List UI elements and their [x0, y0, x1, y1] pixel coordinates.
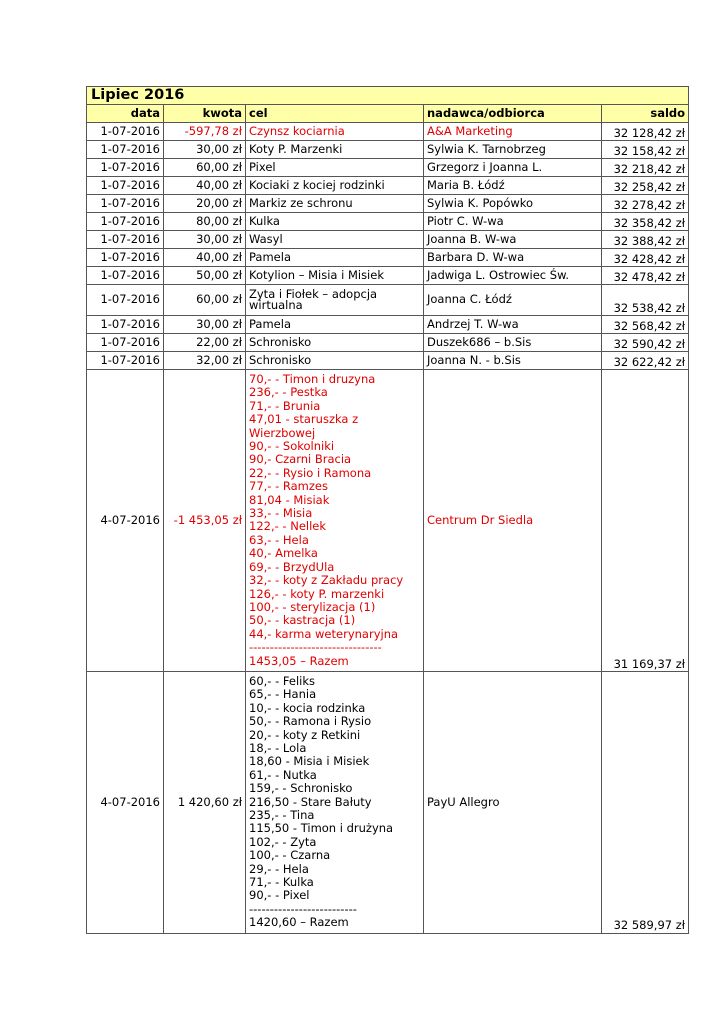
table-row — [87, 285, 689, 316]
header-cel: cel — [246, 105, 424, 123]
breakdown-line: 50,- - kastracja (1) — [249, 613, 356, 628]
table-title: Lipiec 2016 — [87, 87, 689, 105]
breakdown-line: 81,04 - Misiak — [249, 492, 330, 507]
row-amount: -1 453,05 zł — [164, 370, 246, 672]
row-amount: -597,78 zł — [164, 123, 246, 141]
breakdown-line: 18,- - Lola — [249, 740, 307, 755]
row-balance: 32 358,42 zł — [602, 213, 689, 231]
breakdown-line: 126,- - koty P. marzenki — [249, 586, 385, 601]
table-row — [87, 352, 689, 370]
row-party: Barbara D. W-wa — [424, 249, 602, 267]
row-purpose: Czynsz kociarnia — [246, 123, 424, 141]
row-purpose: Kotylion – Misia i Misiek — [246, 267, 424, 285]
row-date: 1-07-2016 — [87, 159, 164, 177]
breakdown-line: 115,50 - Timon i drużyna — [249, 821, 394, 836]
breakdown-line: 33,- - Misia — [249, 506, 313, 521]
breakdown-line: 100,- - sterylizacja (1) — [249, 599, 376, 614]
row-purpose-breakdown — [246, 671, 424, 933]
breakdown-line: -------------------------------- — [249, 640, 382, 655]
row-balance: 32 622,42 zł — [602, 352, 689, 370]
row-party: Piotr C. W-wa — [424, 213, 602, 231]
row-amount: 20,00 zł — [164, 195, 246, 213]
breakdown-line: 159,- - Schronisko — [249, 781, 353, 796]
row-purpose: Koty P. Marzenki — [246, 141, 424, 159]
row-balance: 31 169,37 zł — [602, 370, 689, 672]
row-amount: 30,00 zł — [164, 316, 246, 334]
row-party: Andrzej T. W-wa — [424, 316, 602, 334]
row-amount: 50,00 zł — [164, 267, 246, 285]
row-amount: 60,00 zł — [164, 285, 246, 316]
table-row — [87, 123, 689, 141]
breakdown-line: 10,- - kocia rodzinka — [249, 700, 366, 715]
breakdown-line: 90,- Czarni Bracia — [249, 452, 352, 467]
row-purpose: Pamela — [246, 249, 424, 267]
row-amount: 60,00 zł — [164, 159, 246, 177]
row-party: Sylwia K. Tarnobrzeg — [424, 141, 602, 159]
row-amount: 80,00 zł — [164, 213, 246, 231]
row-date: 1-07-2016 — [87, 334, 164, 352]
row-amount: 30,00 zł — [164, 231, 246, 249]
row-date: 4-07-2016 — [87, 671, 164, 933]
breakdown-line: 44,- karma weterynaryjna — [249, 626, 399, 641]
row-amount: 22,00 zł — [164, 334, 246, 352]
row-party: Centrum Dr Siedla — [424, 370, 602, 672]
table-row — [87, 177, 689, 195]
breakdown-line: 1420,60 – Razem — [249, 915, 349, 930]
breakdown-line: 100,- - Czarna — [249, 848, 331, 863]
table-row — [87, 249, 689, 267]
breakdown-line: 29,- - Hela — [249, 861, 309, 876]
breakdown-line: 1453,05 – Razem — [249, 653, 349, 668]
row-date: 1-07-2016 — [87, 267, 164, 285]
table-row — [87, 159, 689, 177]
row-party: Joanna C. Łódź — [424, 285, 602, 316]
breakdown-line: 47,01 - staruszka z Wierzbowej — [249, 412, 359, 440]
row-purpose: Kulka — [246, 213, 424, 231]
row-party: PayU Allegro — [424, 671, 602, 933]
row-date: 1-07-2016 — [87, 141, 164, 159]
breakdown-line: 61,- - Nutka — [249, 767, 317, 782]
row-balance: 32 158,42 zł — [602, 141, 689, 159]
row-amount: 40,00 zł — [164, 249, 246, 267]
header-data: data — [87, 105, 164, 123]
row-balance: 32 388,42 zł — [602, 231, 689, 249]
row-balance: 32 568,42 zł — [602, 316, 689, 334]
row-date: 4-07-2016 — [87, 370, 164, 672]
row-purpose: Wasyl — [246, 231, 424, 249]
row-date: 1-07-2016 — [87, 249, 164, 267]
row-balance: 32 218,42 zł — [602, 159, 689, 177]
breakdown-line: 63,- - Hela — [249, 532, 309, 547]
row-party: Joanna N. - b.Sis — [424, 352, 602, 370]
row-party: Jadwiga L. Ostrowiec Św. — [424, 267, 602, 285]
row-purpose: Schronisko — [246, 334, 424, 352]
row-purpose-breakdown — [246, 370, 424, 672]
breakdown-line: 18,60 - Misia i Misiek — [249, 754, 370, 769]
header-row — [87, 105, 689, 123]
table-row — [87, 195, 689, 213]
breakdown-line: 90,- - Sokolniki — [249, 439, 335, 454]
row-balance: 32 590,42 zł — [602, 334, 689, 352]
breakdown-line: 65,- - Hania — [249, 687, 317, 702]
table-row — [87, 213, 689, 231]
title-row — [87, 87, 689, 105]
breakdown-line: -------------------------- — [249, 901, 357, 916]
row-amount: 32,00 zł — [164, 352, 246, 370]
row-party: Duszek686 – b.Sis — [424, 334, 602, 352]
row-date: 1-07-2016 — [87, 285, 164, 316]
row-purpose: Kociaki z kociej rodzinki — [246, 177, 424, 195]
row-date: 1-07-2016 — [87, 352, 164, 370]
breakdown-line: 69,- - BrzydUla — [249, 559, 335, 574]
table-row — [87, 316, 689, 334]
row-date: 1-07-2016 — [87, 195, 164, 213]
row-balance: 32 589,97 zł — [602, 671, 689, 933]
row-party: Grzegorz i Joanna L. — [424, 159, 602, 177]
breakdown-line: 90,- - Pixel — [249, 888, 310, 903]
row-date: 1-07-2016 — [87, 231, 164, 249]
breakdown-line: 71,- - Brunia — [249, 398, 321, 413]
row-purpose: Pixel — [246, 159, 424, 177]
row-date: 1-07-2016 — [87, 177, 164, 195]
header-nadawca: nadawca/odbiorca — [424, 105, 602, 123]
row-balance: 32 258,42 zł — [602, 177, 689, 195]
table-row — [87, 671, 689, 933]
row-party: A&A Marketing — [424, 123, 602, 141]
breakdown-line: 70,- - Timon i druzyna — [249, 372, 376, 386]
row-amount: 30,00 zł — [164, 141, 246, 159]
breakdown-line: 77,- - Ramzes — [249, 479, 328, 494]
row-balance: 32 128,42 zł — [602, 123, 689, 141]
row-purpose: Markiz ze schronu — [246, 195, 424, 213]
table-row — [87, 267, 689, 285]
row-balance: 32 278,42 zł — [602, 195, 689, 213]
row-purpose: Zyta i Fiołek – adopcja wirtualna — [246, 285, 424, 316]
breakdown-line: 71,- - Kulka — [249, 875, 314, 890]
breakdown-line: 102,- - Zyta — [249, 834, 317, 849]
table-row — [87, 231, 689, 249]
row-balance: 32 428,42 zł — [602, 249, 689, 267]
breakdown-line: 235,- - Tina — [249, 808, 315, 822]
breakdown-line: 20,- - koty z Retkini — [249, 727, 361, 742]
breakdown-line: 40,- Amelka — [249, 546, 318, 561]
row-amount: 40,00 zł — [164, 177, 246, 195]
table-row — [87, 141, 689, 159]
row-party: Sylwia K. Popówko — [424, 195, 602, 213]
breakdown-line: 22,- - Rysio i Ramona — [249, 465, 372, 480]
breakdown-line: 50,- - Ramona i Rysio — [249, 714, 372, 729]
breakdown-line: 216,50 - Stare Bałuty — [249, 794, 372, 809]
row-amount: 1 420,60 zł — [164, 671, 246, 933]
ledger-table — [86, 86, 689, 934]
row-purpose: Pamela — [246, 316, 424, 334]
row-date: 1-07-2016 — [87, 123, 164, 141]
row-date: 1-07-2016 — [87, 213, 164, 231]
table-row — [87, 334, 689, 352]
breakdown-line: 236,- - Pestka — [249, 385, 328, 400]
breakdown-line: 122,- - Nellek — [249, 519, 327, 534]
header-kwota: kwota — [164, 105, 246, 123]
row-party: Maria B. Łódź — [424, 177, 602, 195]
row-date: 1-07-2016 — [87, 316, 164, 334]
table-row — [87, 370, 689, 672]
row-purpose: Schronisko — [246, 352, 424, 370]
row-balance: 32 538,42 zł — [602, 285, 689, 316]
header-saldo: saldo — [602, 105, 689, 123]
row-balance: 32 478,42 zł — [602, 267, 689, 285]
breakdown-line: 60,- - Feliks — [249, 673, 316, 688]
breakdown-line: 32,- - koty z Zakładu pracy — [249, 573, 404, 588]
row-party: Joanna B. W-wa — [424, 231, 602, 249]
